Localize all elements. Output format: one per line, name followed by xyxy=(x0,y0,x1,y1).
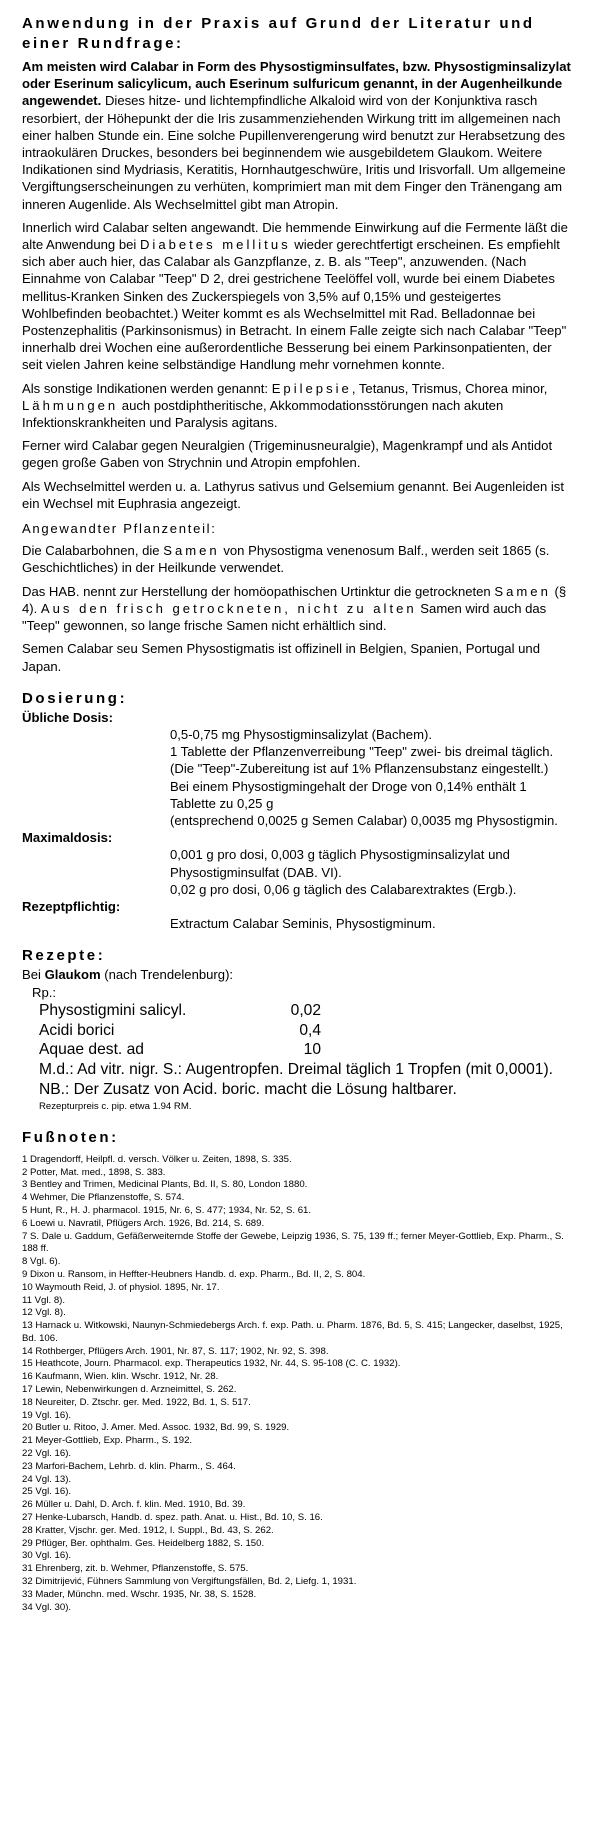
footnote-item: 32 Dimitrijević, Fühners Sammlung von Vergiftungsfällen, Bd. 2, Liefg. 1, 1931. xyxy=(22,1576,357,1588)
ingredient-name: Acidi borici xyxy=(39,1021,115,1039)
spaced-term: Samen xyxy=(163,543,220,559)
dosage-label-max: Maximaldosis: xyxy=(22,830,113,846)
dosage-line: 0,02 g pro dosi, 0,06 g täglich des Calabarextraktes (Ergb.). xyxy=(170,881,517,897)
dosage-line: 0,001 g pro dosi, 0,003 g täglich Physostigminsalizylat und Physostigminsulfat (DAB. VI). xyxy=(170,847,510,880)
ingredient-amount: 0,02 xyxy=(290,1001,321,1019)
section-footnotes xyxy=(22,1128,571,1615)
footnote-item: 20 Butler u. Ritoo, J. Amer. Med. Assoc. 1932, Bd. 99, S. 1929. xyxy=(22,1422,290,1434)
recipe-indication: Glaukom xyxy=(44,967,101,983)
paragraph-hab: Das HAB. nennt zur Herstellung der homöopathischen Urtinktur die getrockneten Samen (§ 4). Aus den frisch getrockneten, nicht zu alten Samen wird auch das "Teep" gewonnen, so lange frische Samen nicht erhältlich sind. xyxy=(22,583,567,634)
spaced-term: Epilepsie xyxy=(271,380,352,396)
footnote-item: 28 Kratter, Vjschr. ger. Med. 1912, I. Suppl., Bd. 43, S. 262. xyxy=(22,1524,274,1536)
recipe-ingredient-row xyxy=(39,1001,571,1021)
dosage-line: Bei einem Physostigmingehalt der Droge von 0,14% enthält 1 Tablette zu 0,25 g xyxy=(170,778,527,811)
section-recipes xyxy=(22,946,571,1113)
footnote-item: 29 Pflüger, Ber. ophthalm. Ges. Heidelberg 1882, S. 150. xyxy=(22,1537,265,1549)
footnote-item: 11 Vgl. 8). xyxy=(22,1294,66,1306)
recipe-rp: Rp.: xyxy=(32,984,57,1000)
dosage-line: (entsprechend 0,0025 g Semen Calabar) 0,0035 mg Physostigmin. xyxy=(170,812,558,828)
footnote-item: 17 Lewin, Nebenwirkungen d. Arzneimittel, S. 262. xyxy=(22,1384,237,1396)
section-heading-dosage: Dosierung: xyxy=(22,689,128,707)
footnote-item: 23 Marfori-Bachem, Lehrb. d. klin. Pharm., S. 464. xyxy=(22,1460,236,1472)
dosage-block-prescription xyxy=(170,915,571,932)
section-plant-part xyxy=(22,520,571,675)
paragraph-seeds: Die Calabarbohnen, die Samen von Physostigma venenosum Balf., werden seit 1865 (s. Geschichtliches) in der Heilkunde verwendet. xyxy=(22,543,550,576)
ingredient-amount: 0,4 xyxy=(299,1021,321,1039)
footnote-item: 19 Vgl. 16). xyxy=(22,1409,72,1421)
dosage-line: Extractum Calabar Seminis, Physostigminum. xyxy=(170,916,436,932)
dosage-line: 0,5-0,75 mg Physostigminsalizylat (Bachem). xyxy=(170,726,432,742)
ingredient-name: Physostigmini salicyl. xyxy=(39,1001,187,1019)
footnote-item: 15 Heathcote, Journ. Pharmacol. exp. Therapeutics 1932, Nr. 44, S. 95-108 (C. C. 1932). xyxy=(22,1358,401,1370)
paragraph-alternating-remedies: Als Wechselmittel werden u. a. Lathyrus sativus und Gelsemium genannt. Bei Augenleiden ist ein Wechsel mit Euphrasia angezeigt. xyxy=(22,478,564,511)
footnote-item: 14 Rothberger, Pflügers Arch. 1901, Nr. 87, S. 117; 1902, Nr. 92, S. 398. xyxy=(22,1345,329,1357)
section-dosage xyxy=(22,689,571,933)
recipe-instructions: M.d.: Ad vitr. nigr. S.: Augentropfen. Dreimal täglich 1 Tropfen (mit 0,0001). xyxy=(39,1061,553,1079)
footnote-item: 10 Waymouth Reid, J. of physiol. 1895, Nr. 17. xyxy=(22,1281,220,1293)
footnote-item: 26 Müller u. Dahl, D. Arch. f. klin. Med. 1910, Bd. 39. xyxy=(22,1499,246,1511)
section-heading-footnotes: Fußnoten: xyxy=(22,1128,119,1146)
spaced-term: Diabetes mellitus xyxy=(139,237,291,253)
recipe-ingredient-row xyxy=(39,1021,571,1041)
dosage-block-max xyxy=(170,846,571,898)
dosage-label-prescription: Rezeptpflichtig: xyxy=(22,898,121,914)
spaced-term: Lähmungen xyxy=(22,397,119,413)
section-heading-recipes: Rezepte: xyxy=(22,947,106,965)
ingredient-name: Aquae dest. ad xyxy=(39,1041,144,1059)
paragraph-neuralgia: Ferner wird Calabar gegen Neuralgien (Trigeminusneuralgie), Magenkrampf und als Antidot gegen große Gaben von Strychnin und Atropin empfohlen. xyxy=(22,438,553,471)
spaced-term: Samen xyxy=(494,583,551,599)
recipe-ingredient-row xyxy=(39,1040,571,1060)
footnote-item: 7 S. Dale u. Gaddum, Gefäßerweiternde Stoffe der Gewebe, Leipzig 1936, S. 75, 139 ff.; ferner Meyer-Gottlieb, Exp. Pharm., S. 188 ff. xyxy=(22,1230,564,1255)
recipe-intro: Bei Glaukom (nach Trendelenburg): xyxy=(22,967,234,983)
dosage-line: 1 Tablette der Pflanzenverreibung "Teep" zwei- bis dreimal täglich. xyxy=(170,744,554,760)
footnote-item: 33 Mader, Münchn. med. Wschr. 1935, Nr. 38, S. 1528. xyxy=(22,1588,257,1600)
footnote-item: 30 Vgl. 16). xyxy=(22,1550,72,1562)
dosage-block-usual xyxy=(170,726,571,829)
footnote-item: 18 Neureiter, D. Ztschr. ger. Med. 1922, Bd. 1, S. 517. xyxy=(22,1396,251,1408)
footnote-list xyxy=(22,1154,571,1615)
footnote-item: 1 Dragendorff, Heilpfl. d. versch. Völker u. Zeiten, 1898, S. 335. xyxy=(22,1153,292,1165)
footnote-item: 3 Bentley and Trimen, Medicinal Plants, Bd. II, S. 80, London 1880. xyxy=(22,1179,308,1191)
footnote-item: 21 Meyer-Gottlieb, Exp. Pharm., S. 192. xyxy=(22,1435,193,1447)
footnote-item: 34 Vgl. 30). xyxy=(22,1601,72,1613)
paragraph-other-indications: Als sonstige Indikationen werden genannt: Epilepsie, Tetanus, Trismus, Chorea minor, Lähmungen auch postdiphtheritische, Akkommodationsstörungen nach akuten Infektionskrankheiten und Paralysis agitans. xyxy=(22,380,548,431)
recipe-ingredients xyxy=(39,1001,571,1114)
footnote-item: 25 Vgl. 16). xyxy=(22,1486,72,1498)
bold-intro: Am meisten wird Calabar in Form des Physostigminsulfates, bzw. Physostigminsalizylat oder Eserinum salicylicum, auch Eserinum sulfuricum genannt, in der Augenheilkunde angewendet. xyxy=(22,59,571,109)
paragraph-internal-use: Innerlich wird Calabar selten angewandt. Die hemmende Einwirkung auf die Fermente läßt die alte Anwendung bei Diabetes mellitus wieder gerechtfertigt erscheinen. Es empfiehlt sich aber auch hier, das Calabar als Ganzpflanze, z. B. als "Teep", anzuwenden. (Nach Einnahme von Calabar "Teep" D 2, drei gestrichene Teelöffel voll, wurde bei einem Diabetes mellitus-Kranken Sinken des Zuckerspiegels von 3,5% auf 0,15% und gesteigertes Wohlbefinden beobachtet.) Weiter kommt es als Wechselmittel mit Rad. Belladonnae bei Postenzephalitis (Parkinsonismus) in Betracht. In einem Falle zeigte sich nach Calabar "Teep" innerhalb drei Wochen eine außerordentliche Besserung bei einem Parkinsonpatienten, der seit vielen Jahren keine selbständige Handlung mehr vornehmen konnte. xyxy=(22,219,568,373)
section-application xyxy=(22,14,571,512)
footnote-item: 27 Henke-Lubarsch, Handb. d. spez. path. Anat. u. Hist., Bd. 10, S. 16. xyxy=(22,1512,323,1524)
paragraph-eye-use: Am meisten wird Calabar in Form des Physostigminsulfates, bzw. Physostigminsalizylat oder Eserinum salicylicum, auch Eserinum sulfuricum genannt, in der Augenheilkunde angewendet. Dieses hitze- und lichtempfindliche Alkaloid wird von der Konjunktiva rasch resorbiert, der Höhepunkt der die Iris zusammenziehenden Wirkung tritt im allgemeinen nach einer halben Stunde ein. Eine solche Pupillenverengerung wird benutzt zur Herabsetzung des intraokulären Druckes, besonders bei beginnendem wie ausgebildetem Glaukom. Weitere Indikationen sind Mydriasis, Keratitis, Hornhautgeschwüre, Iritis und Irisvorfall. Um allgemeine Vergiftungserscheinungen zu verhüten, komprimiert man mit dem Finger den Tränengang am inneren Augenlide. Als Wechselmittel gibt man Atropin. xyxy=(22,59,571,212)
footnote-item: 24 Vgl. 13). xyxy=(22,1473,72,1485)
dosage-line: (Die "Teep"-Zubereitung ist auf 1% Pflanzensubstanz eingestellt.) xyxy=(170,761,549,777)
footnote-item: 6 Loewi u. Navratil, Pflügers Arch. 1926, Bd. 214, S. 689. xyxy=(22,1217,265,1229)
recipe-price: Rezepturpreis c. pip. etwa 1.94 RM. xyxy=(39,1100,192,1112)
footnote-item: 9 Dixon u. Ransom, in Heffter-Heubners Handb. d. exp. Pharm., Bd. II, 2, S. 804. xyxy=(22,1268,366,1280)
footnote-item: 31 Ehrenberg, zit. b. Wehmer, Pflanzenstoffe, S. 575. xyxy=(22,1563,249,1575)
footnote-item: 5 Hunt, R., H. J. pharmacol. 1915, Nr. 6, S. 477; 1934, Nr. 52, S. 61. xyxy=(22,1204,312,1216)
section-heading-application: Anwendung in der Praxis auf Grund der Literatur und einer Rundfrage: xyxy=(22,15,535,52)
section-heading-plant-part: Angewandter Pflanzenteil: xyxy=(22,521,217,537)
ingredient-amount: 10 xyxy=(303,1041,321,1059)
footnote-item: 13 Harnack u. Witkowski, Naunyn-Schmiedebergs Arch. f. exp. Path. u. Pharm. 1876, Bd. 5, S. 415; Langecker, daselbst, 1925, Bd. 106. xyxy=(22,1320,563,1344)
spaced-term: Aus den frisch getrockneten, nicht zu alten xyxy=(40,600,417,616)
dosage-label-usual: Übliche Dosis: xyxy=(22,709,113,725)
paragraph-officinal: Semen Calabar seu Semen Physostigmatis ist offizinell in Belgien, Spanien, Portugal und Japan. xyxy=(22,641,540,674)
footnote-item: 4 Wehmer, Die Pflanzenstoffe, S. 574. xyxy=(22,1192,185,1204)
footnote-item: 8 Vgl. 6). xyxy=(22,1256,61,1268)
footnote-item: 12 Vgl. 8). xyxy=(22,1307,66,1319)
footnote-item: 2 Potter, Mat. med., 1898, S. 383. xyxy=(22,1166,166,1178)
footnote-item: 22 Vgl. 16). xyxy=(22,1448,72,1460)
recipe-note: NB.: Der Zusatz von Acid. boric. macht die Lösung haltbarer. xyxy=(39,1080,457,1098)
footnote-item: 16 Kaufmann, Wien. klin. Wschr. 1912, Nr. 28. xyxy=(22,1371,219,1383)
